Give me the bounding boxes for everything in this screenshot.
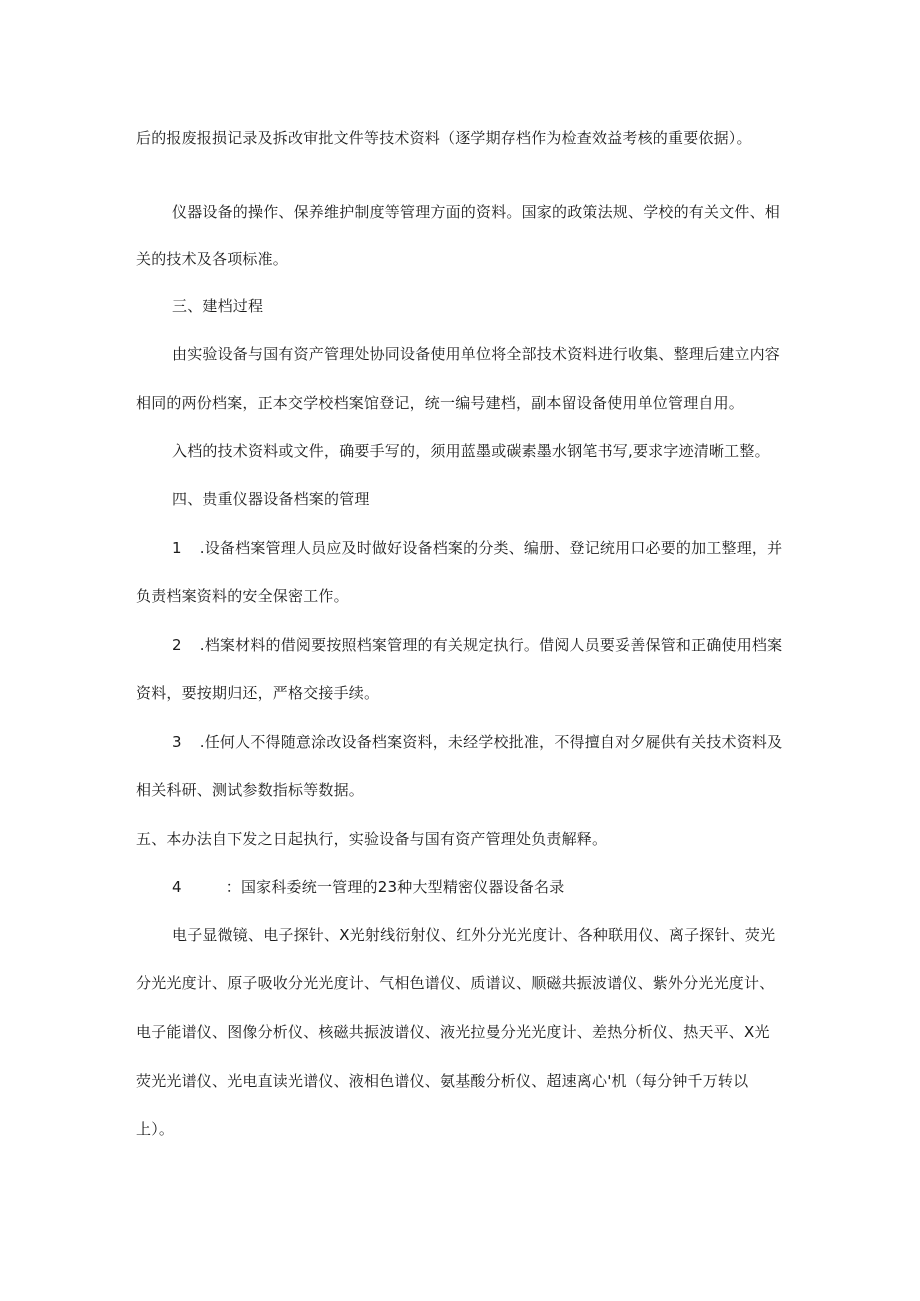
list-item	[172, 732, 782, 752]
text-line: 关的技术及各项标准。	[136, 250, 289, 268]
item-number: 1	[172, 539, 182, 557]
item-number: 4	[172, 878, 182, 896]
text-line: 分光光度计、原子吸收分光光度计、气相色谱仪、质谱议、顺磁共振波谱仪、紫外分光光度计、	[136, 974, 775, 992]
text-line: 入档的技术资料或文件，确要手写的，须用蓝墨或碳素墨水钢笔书写,要求字迹清晰工整。	[172, 442, 770, 460]
section-heading: 五、本办法自下发之日起执行，实验设备与国有资产管理处负责解释。	[136, 830, 608, 848]
item-number: 2	[172, 636, 182, 654]
text-line: 电子显微镜、电子探针、X光射线衍射仪、红外分光光度计、各种联用仪、离子探针、荧光	[172, 926, 776, 944]
text-line: 相同的两份档案，正本交学校档案馆登记，统一编号建档，副本留设备使用单位管理自用。	[136, 394, 745, 412]
text-line: 由实验设备与国有资产管理处协同设备使用单位将全部技术资料进行收集、整理后建立内容	[172, 345, 781, 363]
appendix-heading	[172, 877, 564, 897]
list-item	[172, 538, 782, 558]
text-line: 电子能谱仪、图像分析仪、核磁共振波谱仪、液光拉曼分光光度计、差热分析仪、热天平、X光	[136, 1023, 770, 1041]
item-number: 3	[172, 733, 182, 751]
section-heading: 四、贵重仪器设备档案的管理	[172, 490, 370, 508]
list-item	[172, 635, 782, 655]
text-line: 负责档案资料的安全保密工作。	[136, 587, 349, 605]
text-line: 后的报废报损记录及拆改审批文件等技术资料（逐学期存档作为检查效益考核的重要依据）。	[136, 129, 752, 147]
text-line: 资料，要按期归还，严格交接手续。	[136, 684, 380, 702]
text-line: 仪器设备的操作、保养维护制度等管理方面的资料。国家的政策法规、学校的有关文件、相	[172, 203, 781, 221]
section-heading: 三、建档过程	[172, 297, 264, 315]
text-line: 上）。	[136, 1120, 175, 1138]
item-text: ：国家科委统一管理的23种大型精密仪器设备名录	[225, 878, 565, 896]
text-line: 相关科研、测试参数指标等数据。	[136, 781, 365, 799]
item-text: .档案材料的借阅要按照档案管理的有关规定执行。借阅人员要妥善保管和正确使用档案	[199, 636, 783, 654]
item-text: .任何人不得随意涂改设备档案资料，未经学校批准，不得擅自对夕屣供有关技术资料及	[199, 733, 783, 751]
item-text: .设备档案管理人员应及时做好设备档案的分类、编册、登记统用口必要的加工整理，并	[199, 539, 783, 557]
text-line: 荧光光谱仪、光电直读光谱仪、液相色谱仪、氨基酸分析仪、超速离心'机（每分钟千万转以	[136, 1072, 749, 1090]
